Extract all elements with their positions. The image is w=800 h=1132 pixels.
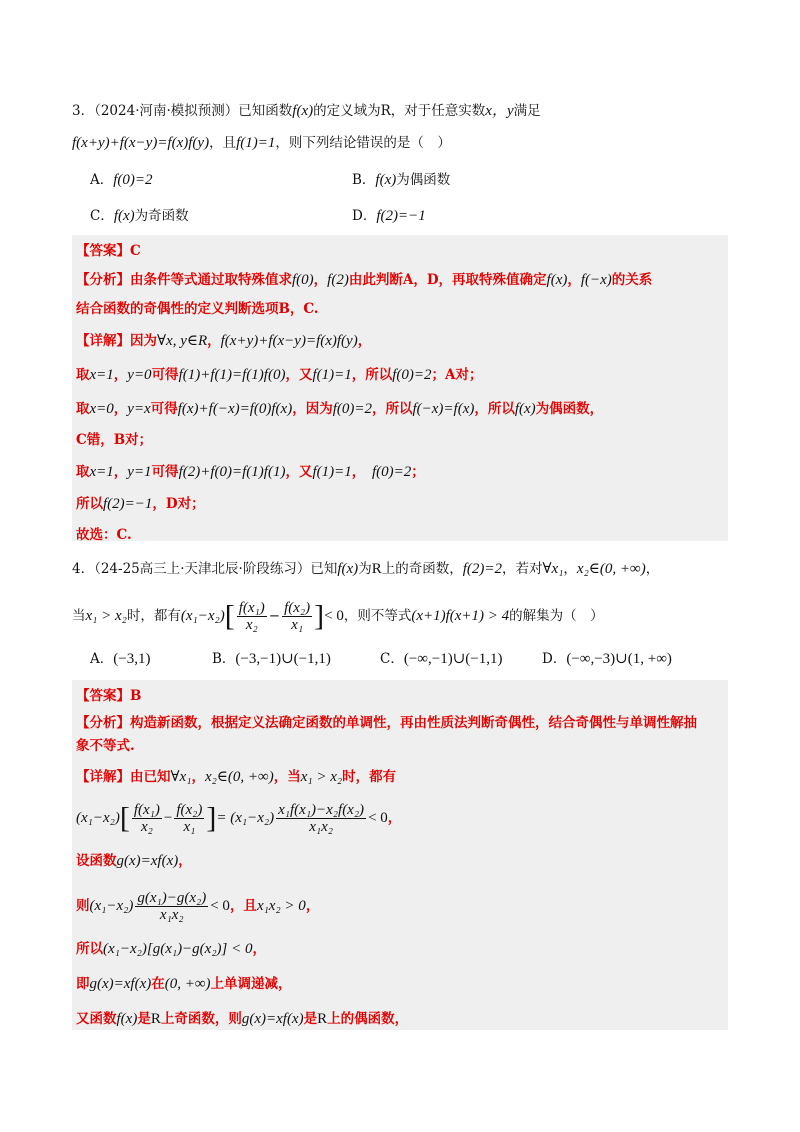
detail-text: 在 <box>151 976 165 992</box>
fraction-numerator: f(x₂) <box>284 600 311 616</box>
q3-detail-line5 <box>76 495 205 513</box>
math: f(−x) <box>580 272 612 288</box>
detail-text: ； <box>411 464 425 480</box>
math: x₁ > x₂ <box>300 769 343 785</box>
q3-functional-equation: f(x+y)+f(x−y)=f(x)f(y) <box>72 135 210 151</box>
fraction-denominator: x₂ <box>140 819 153 835</box>
fraction-denominator: x₁x₂ <box>309 819 333 835</box>
detail-text: ，所以 <box>371 401 413 417</box>
fraction <box>237 600 267 633</box>
detail-text: ，因为 <box>292 401 333 417</box>
q4-answer: 【答案】B <box>76 688 142 704</box>
math: g(x)=xf(x) <box>89 976 152 992</box>
math: R <box>150 1011 161 1027</box>
fraction <box>282 600 312 633</box>
q3-number: 3． <box>72 103 95 119</box>
detail-text: 则 <box>76 898 90 914</box>
option-label: C． <box>380 651 404 667</box>
detail-text: 可得 <box>151 367 179 383</box>
q4-stem-text: ， <box>645 561 660 577</box>
fraction-denominator: x₁x₂ <box>159 907 184 923</box>
detail-text: 是 <box>303 1011 318 1027</box>
fraction-denominator: x₂ <box>245 617 258 633</box>
detail-text: ， <box>178 853 192 869</box>
q4-detail-line1: 【详解】由已知∀x₁，x₂∈(0, +∞)，当x₁ > x₂时，都有 <box>76 769 397 785</box>
detail-text: 是 <box>137 1011 151 1027</box>
math: (0, +∞) <box>164 976 211 992</box>
math: f(x)+f(−x)=f(0)f(x) <box>177 401 293 417</box>
q3-stem-line1 <box>72 102 732 120</box>
detail-text: ；A对； <box>431 367 483 383</box>
fraction <box>132 802 162 835</box>
option-label: B． <box>212 651 236 667</box>
option-math: f(2)=−1 <box>376 208 426 224</box>
q4-stem-line2: 当x₁ > x₂时，都有(x₁−x₂)[ $\frac{\text{f(x₁)}}{\text{x₂}}$ − $\frac{\text{f(x₂)}}{\text{x₁}}$ ]< 0，则不等式(x+1)f(x+1) > 4的解集为（ ） <box>72 599 604 633</box>
detail-text: 为偶函数， <box>535 401 604 417</box>
math: f(1)+f(1)=f(1)f(0) <box>178 367 286 383</box>
math: x₂∈(0, +∞) <box>576 561 646 577</box>
q4-stem-line1: 4．（24-25高三上·天津北辰·阶段练习）已知f(x)为R上的奇函数，f(2)=2，若对∀x₁，x₂∈(0, +∞)， <box>72 561 660 577</box>
math: = (x₁−x₂) <box>216 810 275 826</box>
option-math: f(x) <box>375 172 397 188</box>
math: x=1 <box>89 464 114 480</box>
math: (x+1)f(x+1) > 4 <box>411 608 510 624</box>
detail-text: ，D对； <box>152 496 205 512</box>
math: f(x) <box>337 561 359 577</box>
q4-detail-line7 <box>76 1010 408 1028</box>
detail-text: 又函数 <box>76 1011 117 1027</box>
option-label: D． <box>352 208 377 224</box>
q4-source: （24-25高三上·天津北辰·阶段练习） <box>94 561 311 577</box>
q3-stem-text: 已知函数 <box>238 103 293 119</box>
math: f(0)=2 <box>332 401 372 417</box>
math: x₁x₂ > 0 <box>256 898 306 914</box>
q3-detail-line1: 取x=1，y=0可得f(1)+f(1)=f(1)f(0)，又f(1)=1，所以f(0)=2；A对； <box>76 367 483 383</box>
q4-analysis-line1: 【分析】构造新函数，根据定义法确定函数的单调性，再由性质法判断奇偶性，结合奇偶性与单调性解抽 <box>76 715 697 731</box>
option-math: (−3,1) <box>113 651 151 667</box>
q4-stem-text: ，若对 <box>501 561 543 577</box>
q3-detail-line0: 【详解】因为∀x, y∈R，f(x+y)+f(x−y)=f(x)f(y)， <box>76 333 372 349</box>
math: y=0 <box>127 367 152 383</box>
math: x=0 <box>89 401 114 417</box>
math: f(2)=−1 <box>103 496 153 512</box>
option-label: B． <box>352 172 376 188</box>
detail-text: ，当 <box>273 769 301 785</box>
fraction-denominator: x₁ <box>183 819 196 835</box>
q3-detail-line3: C错，B对； <box>76 432 153 448</box>
math: y=x <box>127 401 151 417</box>
q4-option-d[interactable] <box>542 650 672 668</box>
q3-math-fx: f(x) <box>292 103 314 119</box>
bracket-right: ] <box>206 801 217 835</box>
detail-text: 可得 <box>151 464 179 480</box>
analysis-text: 【分析】由条件等式通过取特殊值求 <box>76 272 292 288</box>
math: f(2)+f(0)=f(1)f(1) <box>178 464 286 480</box>
detail-text: ，又 <box>285 367 313 383</box>
math: f(0)=2 <box>371 464 412 480</box>
math: f(0) <box>292 272 314 288</box>
option-label: A． <box>90 651 114 667</box>
q3-stem-line2 <box>72 134 732 152</box>
math: < 0 <box>324 608 344 624</box>
detail-text: 所以 <box>76 941 103 957</box>
math: f(2)=2 <box>462 561 502 577</box>
minus-sign: − <box>163 810 173 826</box>
q4-stem-text: 为 <box>358 561 372 577</box>
detail-text: ，且 <box>229 898 257 914</box>
math: g(x)=xf(x) <box>241 1011 304 1027</box>
q4-detail-line2 <box>76 798 401 839</box>
q3-condition: f(1)=1 <box>236 135 276 151</box>
q4-stem-text: 时，都有 <box>126 608 181 624</box>
math: f(−x)=f(x) <box>412 401 475 417</box>
q3-detail-line6: 故选：C. <box>76 527 132 543</box>
option-label: D． <box>542 651 567 667</box>
bracket-left: [ <box>119 801 130 835</box>
q4-detail-line6 <box>76 975 292 993</box>
detail-text: ，又 <box>285 464 313 480</box>
fraction-numerator: g(x₁)−g(x₂) <box>137 890 207 906</box>
q3-stem-text: ，则下列结论错误的是（ ） <box>275 135 451 151</box>
detail-text: ， <box>387 810 402 826</box>
option-math: (−3,−1)∪(−1,1) <box>235 651 331 667</box>
option-math: f(x) <box>113 208 135 224</box>
q3-option-d[interactable] <box>352 207 426 225</box>
detail-text: 取 <box>76 401 90 417</box>
math: f(1)=1 <box>312 464 352 480</box>
q3-option-a[interactable] <box>90 171 153 189</box>
math: ∀x₁ <box>170 769 192 785</box>
fraction-numerator: x₁f(x₁)−x₂f(x₂) <box>278 802 365 818</box>
q3-stem-text: 满足 <box>513 103 541 119</box>
math: < 0 <box>368 810 388 826</box>
option-text: 为偶函数 <box>396 172 451 188</box>
q3-analysis-line2: 结合函数的奇偶性的定义判断选项B，C. <box>76 301 319 317</box>
q3-answer: 【答案】C <box>76 243 141 259</box>
detail-text: ， <box>305 898 320 914</box>
q4-detail-line3 <box>76 852 192 870</box>
math: x₁ > x₂ <box>85 608 127 624</box>
detail-text: 取 <box>76 367 90 383</box>
q3-detail-line4: 取x=1，y=1可得f(2)+f(0)=f(1)f(1)，又f(1)=1， f(0)=2； <box>76 464 425 480</box>
fraction <box>135 890 208 923</box>
detail-text: ， <box>252 941 267 957</box>
math: f(0)=2 <box>392 367 432 383</box>
fraction-numerator: f(x₁) <box>238 600 265 616</box>
option-math: f(0)=2 <box>113 172 153 188</box>
detail-text: 所以 <box>76 496 103 512</box>
detail-text: ，所以 <box>474 401 515 417</box>
q4-stem-text: 当 <box>72 608 86 624</box>
math: < 0 <box>210 898 230 914</box>
math: R <box>371 561 382 577</box>
math: x₂∈(0, +∞) <box>204 769 274 785</box>
math: (x₁−x₂) <box>76 810 120 826</box>
option-text: 为奇函数 <box>134 208 189 224</box>
math: R <box>317 1011 328 1027</box>
detail-text: 即 <box>76 976 90 992</box>
bracket-left: [ <box>224 599 235 633</box>
math: (x₁−x₂)[g(x₁)−g(x₂)] < 0 <box>103 941 253 957</box>
q4-stem-text: 上的奇函数， <box>381 561 463 577</box>
detail-text: ，所以 <box>351 367 393 383</box>
math: f(x) <box>546 272 568 288</box>
detail-text: 设函数 <box>76 853 117 869</box>
math: ∀x, y∈R <box>157 333 208 349</box>
q4-detail-line4 <box>76 886 319 926</box>
math: f(x) <box>116 1011 138 1027</box>
detail-text: 上奇函数，则 <box>160 1011 242 1027</box>
fraction-denominator: x₁ <box>291 617 304 633</box>
q3-stem-text: ，且 <box>209 135 237 151</box>
fraction <box>276 802 366 835</box>
option-label: C． <box>90 208 114 224</box>
math: ∀x₁ <box>542 561 564 577</box>
detail-text: 上的偶函数， <box>327 1011 409 1027</box>
q3-option-b[interactable] <box>352 171 450 189</box>
bracket-right: ] <box>314 599 325 633</box>
q4-stem-text: 的解集为（ ） <box>509 608 604 624</box>
q3-detail-line2: 取x=0，y=x可得f(x)+f(−x)=f(0)f(x)，因为f(0)=2，所以f(−x)=f(x)，所以f(x)为偶函数， <box>76 401 604 417</box>
math: f(2) <box>327 272 349 288</box>
detail-text: 【详解】由已知 <box>76 769 171 785</box>
fraction <box>174 802 204 835</box>
q4-detail-line5 <box>76 940 266 958</box>
detail-text: 【详解】因为 <box>76 333 157 349</box>
q4-stem-text: ，则不等式 <box>343 608 412 624</box>
analysis-text: 的关系 <box>611 272 653 288</box>
option-math: (−∞,−3)∪(1, +∞) <box>566 651 672 667</box>
q3-source: （2024·河南·模拟预测） <box>94 103 239 119</box>
q4-stem-text: 已知 <box>310 561 338 577</box>
math: x=1 <box>89 367 114 383</box>
math: f(1)=1 <box>312 367 352 383</box>
math: (x₁−x₂) <box>180 608 225 624</box>
q3-analysis-line1: 【分析】由条件等式通过取特殊值求f(0)，f(2)由此判断A，D，再取特殊值确定f(x)，f(−x)的关系 <box>76 272 653 288</box>
math: g(x)=xf(x) <box>116 853 179 869</box>
fraction-numerator: f(x₁) <box>133 802 160 818</box>
option-math: (−∞,−1)∪(−1,1) <box>403 651 503 667</box>
option-label: A． <box>90 172 114 188</box>
q4-option-c[interactable] <box>380 650 502 668</box>
detail-text: 时，都有 <box>342 769 397 785</box>
fraction-numerator: f(x₂) <box>176 802 203 818</box>
q4-number: 4． <box>72 561 95 577</box>
analysis-text: 由此判断A，D，再取特殊值确定 <box>348 272 547 288</box>
detail-text: 上单调递减， <box>210 976 292 992</box>
detail-text: 可得 <box>150 401 178 417</box>
math: (x₁−x₂) <box>89 898 134 914</box>
detail-text: 取 <box>76 464 90 480</box>
q4-analysis-line2: 象不等式. <box>76 738 135 754</box>
q4-option-a[interactable] <box>90 650 150 668</box>
q3-option-c[interactable] <box>90 207 189 225</box>
q3-math-xy: x，y <box>485 103 514 119</box>
q4-option-b[interactable] <box>212 650 331 668</box>
math: f(x) <box>514 401 536 417</box>
math: f(x+y)+f(x−y)=f(x)f(y) <box>220 333 358 349</box>
q3-stem-text: 的定义域为R，对于任意实数 <box>313 103 486 119</box>
math: y=1 <box>127 464 152 480</box>
